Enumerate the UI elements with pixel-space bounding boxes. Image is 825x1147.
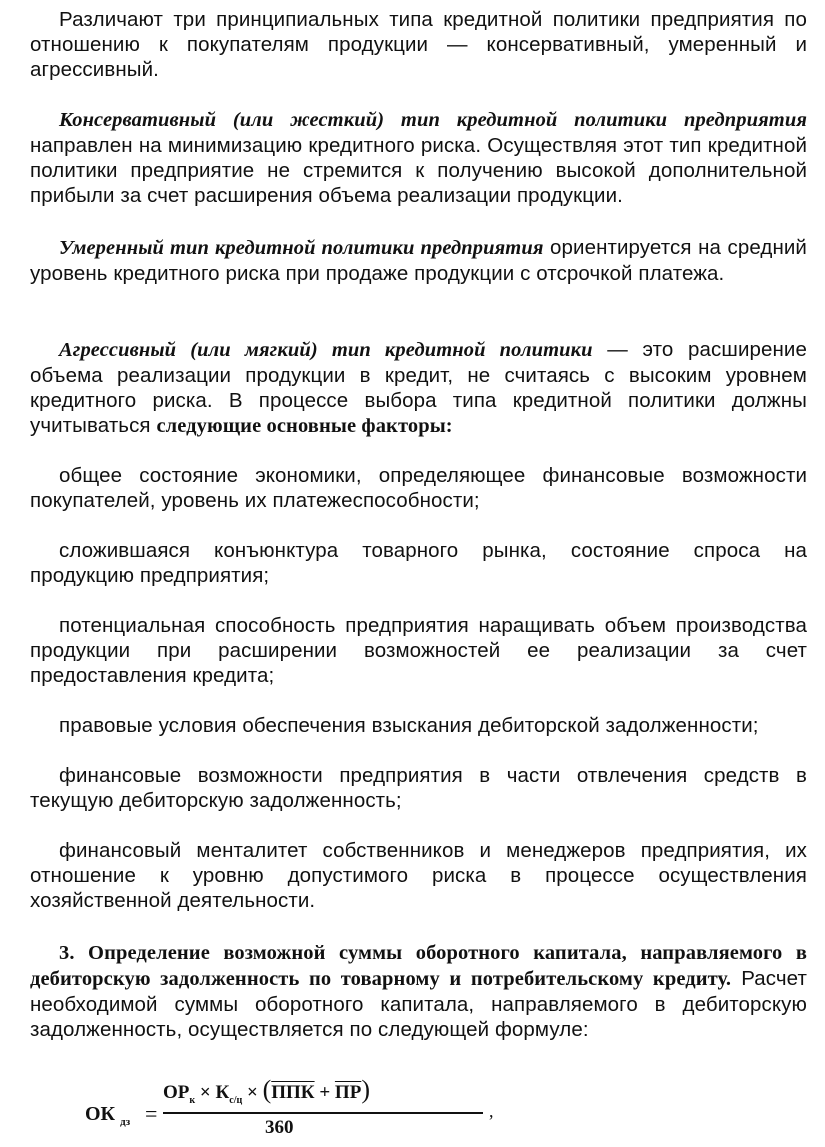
moderate-text: ориентируется на средний уровень кредитного риска при продаже продукции с отсрочкой платежа. — [30, 236, 807, 285]
factor-item: потенциальная способность предприятия наращивать объем производства продукции при расширении возможностей ее реализации за счет предоставления кредита; — [30, 614, 807, 687]
aggressive-paragraph — [30, 337, 807, 439]
factor-item: финансовый менталитет собственников и менеджеров предприятия, их отношение к уровню допустимого риска в процессе осуществления хозяйственной деятельности. — [30, 839, 807, 912]
conservative-paragraph — [30, 107, 807, 208]
formula-lhs: ОК $_{дз}$ — [85, 1103, 131, 1128]
intro-paragraph: Различают три принципиальных типа кредитной политики предприятия по отношению к покупателям продукции — консервативный, умеренный и агрессивный. — [30, 8, 807, 81]
section-3-paragraph — [30, 940, 807, 1042]
conservative-term: Консервативный (или жесткий) тип кредитной политики предприятия — [59, 109, 807, 131]
formula-denominator: 360 — [265, 1117, 294, 1138]
moderate-term: Умеренный тип кредитной политики предприятия — [59, 237, 544, 259]
formula-numerator: $ОР_к \times К_{с/ц} \times (ППК + ПР)$ — [163, 1075, 370, 1106]
aggressive-term: Агрессивный (или мягкий) тип кредитной политики — [59, 339, 593, 361]
factor-item: финансовые возможности предприятия в части отвлечения средств в текущую дебиторскую задолженность; — [30, 764, 807, 812]
section-3-text: Расчет необходимой суммы оборотного капитала, направляемого в дебиторскую задолженность, осуществляется по следующей формуле: — [30, 967, 807, 1041]
factor-item: общее состояние экономики, определяющее финансовые возможности покупателей, уровень их платежеспособности; — [30, 464, 807, 512]
conservative-text: направлен на минимизацию кредитного риска. Осуществляя этот тип кредитной политики предприятие не стремится к получению высокой дополнительной прибыли за счет расширения объема реализации продукции. — [30, 134, 807, 207]
aggressive-text: — это расширение объема реализации продукции в кредит, не считаясь с высоким уровнем кредитного риска. В процессе выбора типа кредитной политики должны учитываться — [30, 338, 807, 437]
formula-equals: = — [145, 1101, 158, 1126]
factor-item: правовые условия обеспечения взыскания дебиторской задолженности; — [59, 714, 759, 737]
formula-fraction-bar — [163, 1112, 483, 1114]
section-3-heading: 3. Определение возможной суммы оборотного капитала, направляемого в дебиторскую задолженность по товарному и потребительскому кредиту. — [30, 942, 807, 990]
factors-heading: следующие основные факторы: — [156, 415, 453, 437]
receivables-capital-formula — [85, 1075, 494, 1143]
factor-item: сложившаяся конъюнктура товарного рынка, состояние спроса на продукцию предприятия; — [30, 539, 807, 587]
formula-comma: , — [489, 1101, 494, 1121]
moderate-paragraph — [30, 235, 807, 286]
